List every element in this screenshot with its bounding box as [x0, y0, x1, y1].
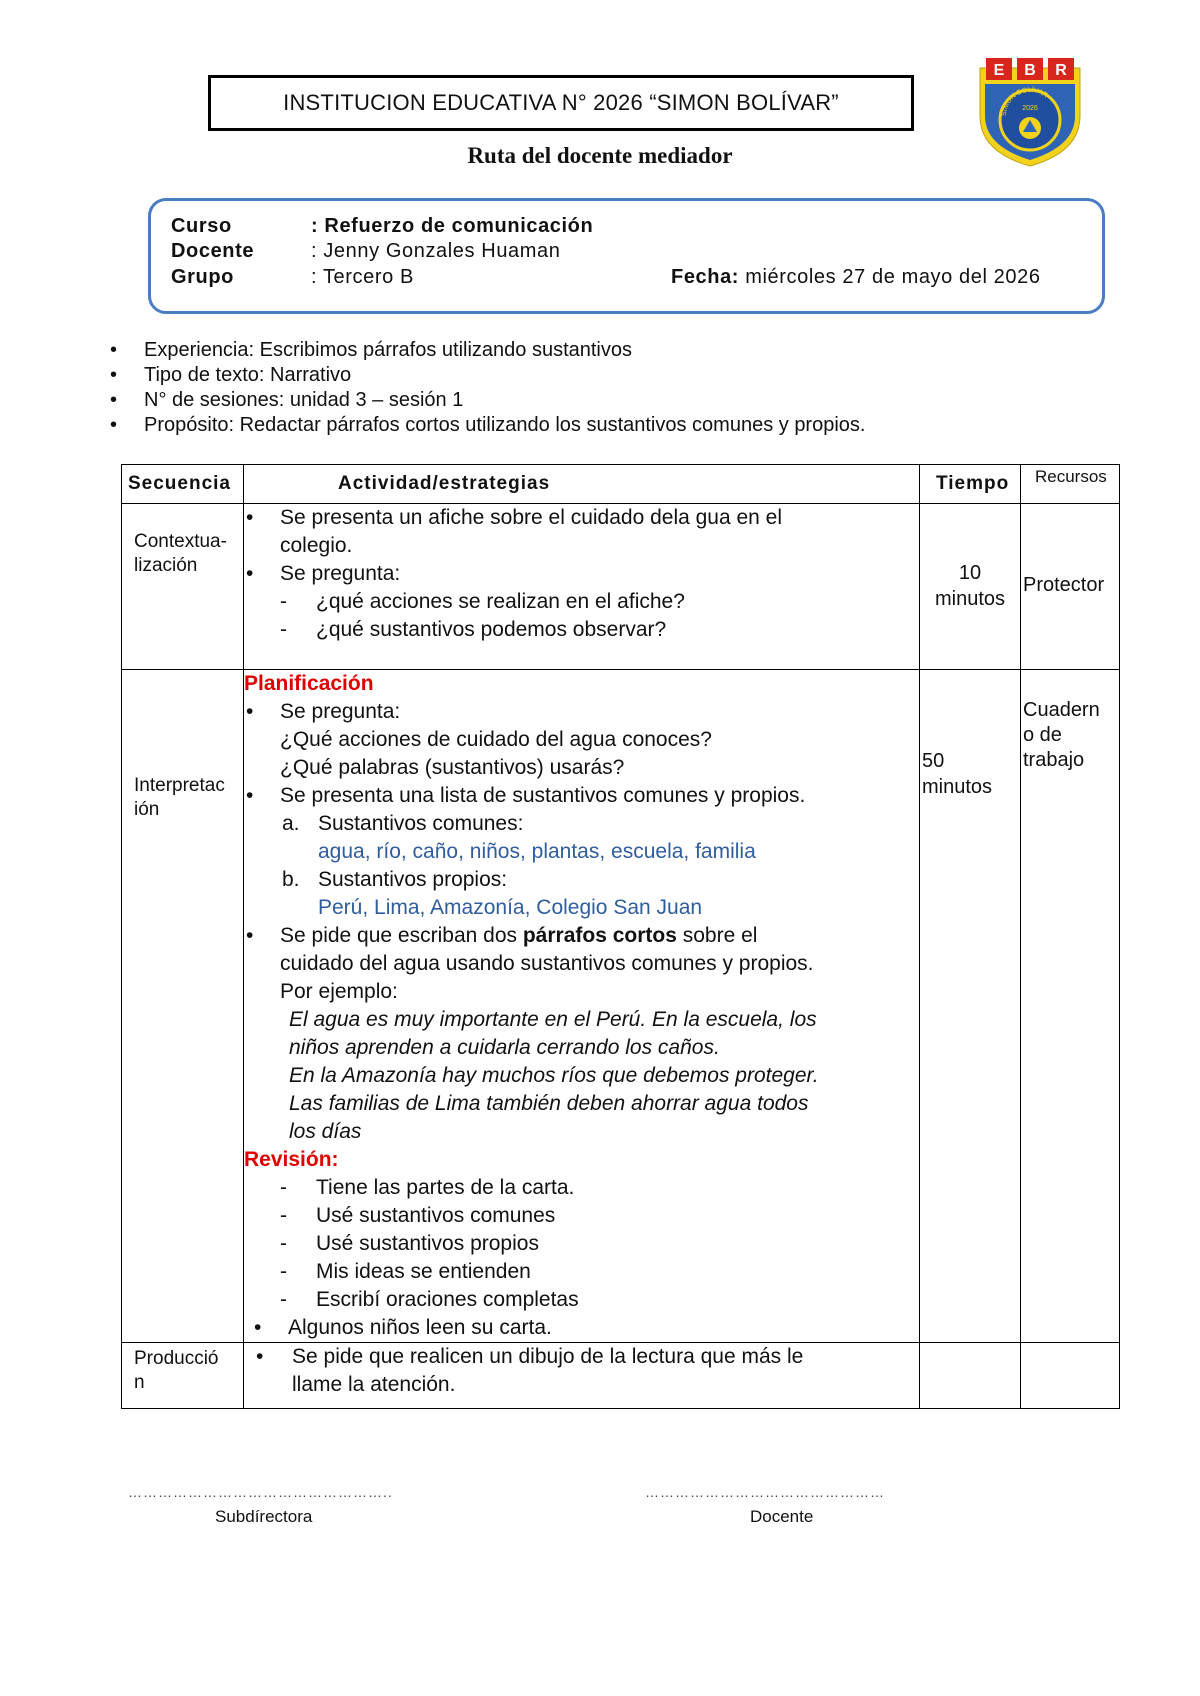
time-unit: minutos: [922, 776, 993, 798]
school-logo: [976, 54, 1084, 168]
group-label: Grupo: [171, 266, 234, 288]
review-heading: Revisión:: [244, 1148, 339, 1171]
resource-cell-context: Protector: [1021, 504, 1120, 670]
list-label: Sustantivos propios:: [318, 868, 508, 891]
time-value: 10: [958, 562, 982, 584]
meta-text-type: • Tipo de texto: Narrativo: [110, 363, 865, 388]
activity-cell-interpretation: [244, 670, 920, 1343]
sequence-text: Producció: [134, 1348, 219, 1369]
review-text: Mis ideas se entienden: [316, 1260, 531, 1283]
closing-text: Algunos niños leen su carta.: [288, 1316, 552, 1339]
activity-line: [256, 1343, 919, 1371]
activity-line: cuidado del agua usando sustantivos comunes y propios.: [280, 952, 814, 975]
instruction-bold: párrafos cortos: [522, 924, 677, 947]
resource-text: trabajo: [1023, 749, 1085, 771]
example-line: niños aprenden a cuidarla cerrando los caños.: [289, 1036, 720, 1059]
logo-letter-b: B: [1024, 62, 1036, 79]
sequence-cell-interpretation: [122, 670, 244, 1343]
table-row: [122, 1343, 1120, 1409]
instruction-text: sobre el: [676, 924, 758, 947]
activity-line: [280, 588, 919, 616]
dash-marker: -: [280, 1204, 287, 1227]
date-value: miércoles 27 de mayo del 2026: [739, 266, 1041, 288]
right-signature-label: Docente: [750, 1507, 814, 1526]
logo-year: 2026: [1022, 105, 1038, 112]
review-item: [280, 1286, 919, 1314]
date-field: [671, 266, 1041, 289]
planning-heading: Planificación: [244, 672, 374, 695]
review-text: Escribí oraciones completas: [316, 1288, 579, 1311]
activity-line: [280, 866, 919, 894]
activity-cell-production: [244, 1343, 920, 1409]
meta-experience: • Experiencia: Escribimos párrafos utilizando sustantivos: [110, 338, 865, 363]
activity-line: llame la atención.: [292, 1373, 456, 1396]
time-cell-interpretation: [920, 670, 1021, 1343]
sequence-cell-context: [122, 504, 244, 670]
sequence-text: n: [134, 1372, 145, 1393]
activity-line: • Se presenta una lista de sustantivos comunes y propios.: [280, 782, 919, 810]
dash-marker: -: [280, 1232, 287, 1255]
time-unit: minutos: [934, 588, 1006, 610]
header-time: Tiempo: [920, 465, 1021, 504]
review-item: [280, 1202, 919, 1230]
sequence-text: Contextua-: [134, 531, 227, 552]
resource-text: Cuadern: [1023, 699, 1100, 721]
common-nouns-list: agua, río, caño, niños, plantas, escuela, familia: [318, 840, 756, 863]
activity-line: • Se pregunta:: [280, 698, 919, 726]
activity-cell-context: [244, 504, 920, 670]
question-text: ¿qué acciones se realizan en el afiche?: [316, 590, 685, 613]
school-name: INSTITUCION EDUCATIVA N° 2026 “SIMON BOLÍVAR”: [283, 90, 839, 115]
activity-line: [280, 922, 919, 950]
logo-arc-text: SIMON BOLÍVAR: [1000, 86, 1049, 117]
resource-text: o de: [1023, 724, 1062, 746]
teacher-value: : Jenny Gonzales Huaman: [311, 240, 561, 262]
bullet-marker: •: [256, 1345, 264, 1368]
sequence-text: Interpretac: [134, 775, 225, 796]
document-title: Ruta del docente mediador: [467, 143, 733, 168]
activity-line: [280, 810, 919, 838]
question-text: ¿qué sustantivos podemos observar?: [316, 618, 667, 641]
closing-line: [254, 1314, 919, 1342]
list-label: Sustantivos comunes:: [318, 812, 524, 835]
review-item: [280, 1174, 919, 1202]
dash-marker: -: [280, 1288, 287, 1311]
activity-line: Por ejemplo:: [280, 980, 398, 1003]
dash-marker: -: [280, 1176, 287, 1199]
dash-marker: -: [280, 590, 287, 613]
activity-text: Se pide que realicen un dibujo de la lectura que más le: [292, 1345, 804, 1368]
session-meta-list: [110, 338, 865, 438]
review-text: Usé sustantivos propios: [316, 1232, 539, 1255]
activity-line: colegio.: [280, 534, 353, 557]
dash-marker: -: [280, 1260, 287, 1283]
activity-line: [280, 616, 919, 644]
date-label: Fecha:: [671, 266, 740, 288]
sequence-cell-production: [122, 1343, 244, 1409]
list-marker: b.: [282, 868, 300, 891]
sequence-text: ión: [134, 799, 160, 820]
header-resources: Recursos: [1021, 465, 1120, 504]
example-line: En la Amazonía hay muchos ríos que debemos proteger.: [289, 1064, 819, 1087]
activity-line: ¿Qué acciones de cuidado del agua conoces?: [280, 728, 712, 751]
left-signature-label: Subdírectora: [215, 1507, 313, 1526]
meta-sessions: • N° de sesiones: unidad 3 – sesión 1: [110, 388, 865, 413]
course-label: Curso: [171, 215, 232, 237]
review-item: [280, 1230, 919, 1258]
table-row: [122, 504, 1120, 670]
dash-marker: -: [280, 618, 287, 641]
resource-cell-interpretation: [1021, 670, 1120, 1343]
example-line: los días: [289, 1120, 362, 1143]
example-line: El agua es muy importante en el Perú. En la escuela, los: [289, 1008, 817, 1031]
course-info-box: [148, 198, 1105, 314]
review-text: Usé sustantivos comunes: [316, 1204, 556, 1227]
time-value: 50: [922, 750, 945, 772]
sequence-text: lización: [134, 555, 198, 576]
teacher-label: Docente: [171, 240, 255, 262]
activity-line: • Se pregunta:: [280, 560, 919, 588]
review-text: Tiene las partes de la carta.: [316, 1176, 575, 1199]
logo-letter-r: R: [1055, 62, 1067, 79]
activity-line: • Se presenta un afiche sobre el cuidado dela gua en el: [280, 504, 919, 532]
proper-nouns-list: Perú, Lima, Amazonía, Colegio San Juan: [318, 896, 703, 919]
table-header-row: [122, 465, 1120, 504]
meta-purpose: • Propósito: Redactar párrafos cortos utilizando los sustantivos comunes y propios.: [110, 413, 865, 438]
time-cell-context: [920, 504, 1021, 670]
group-value: : Tercero B: [311, 266, 414, 288]
left-signature-line: ……………………………………………..: [128, 1484, 393, 1500]
instruction-text: Se pide que escriban dos: [280, 924, 523, 947]
lesson-table: [121, 464, 1120, 1409]
header-activity: Actividad/estrategias: [244, 465, 920, 504]
course-value: : Refuerzo de comunicación: [311, 215, 594, 237]
review-item: [280, 1258, 919, 1286]
resource-cell-production: [1021, 1343, 1120, 1409]
header-sequence: Secuencia: [122, 465, 244, 504]
activity-line: ¿Qué palabras (sustantivos) usarás?: [280, 756, 625, 779]
right-signature-line: …………………………………………: [645, 1484, 885, 1500]
list-marker: a.: [282, 812, 300, 835]
bullet-marker: •: [254, 1316, 262, 1339]
time-cell-production: [920, 1343, 1021, 1409]
logo-letter-e: E: [993, 62, 1005, 79]
school-name-box: [208, 75, 914, 131]
example-line: Las familias de Lima también deben ahorrar agua todos: [289, 1092, 809, 1115]
table-row: [122, 670, 1120, 1343]
